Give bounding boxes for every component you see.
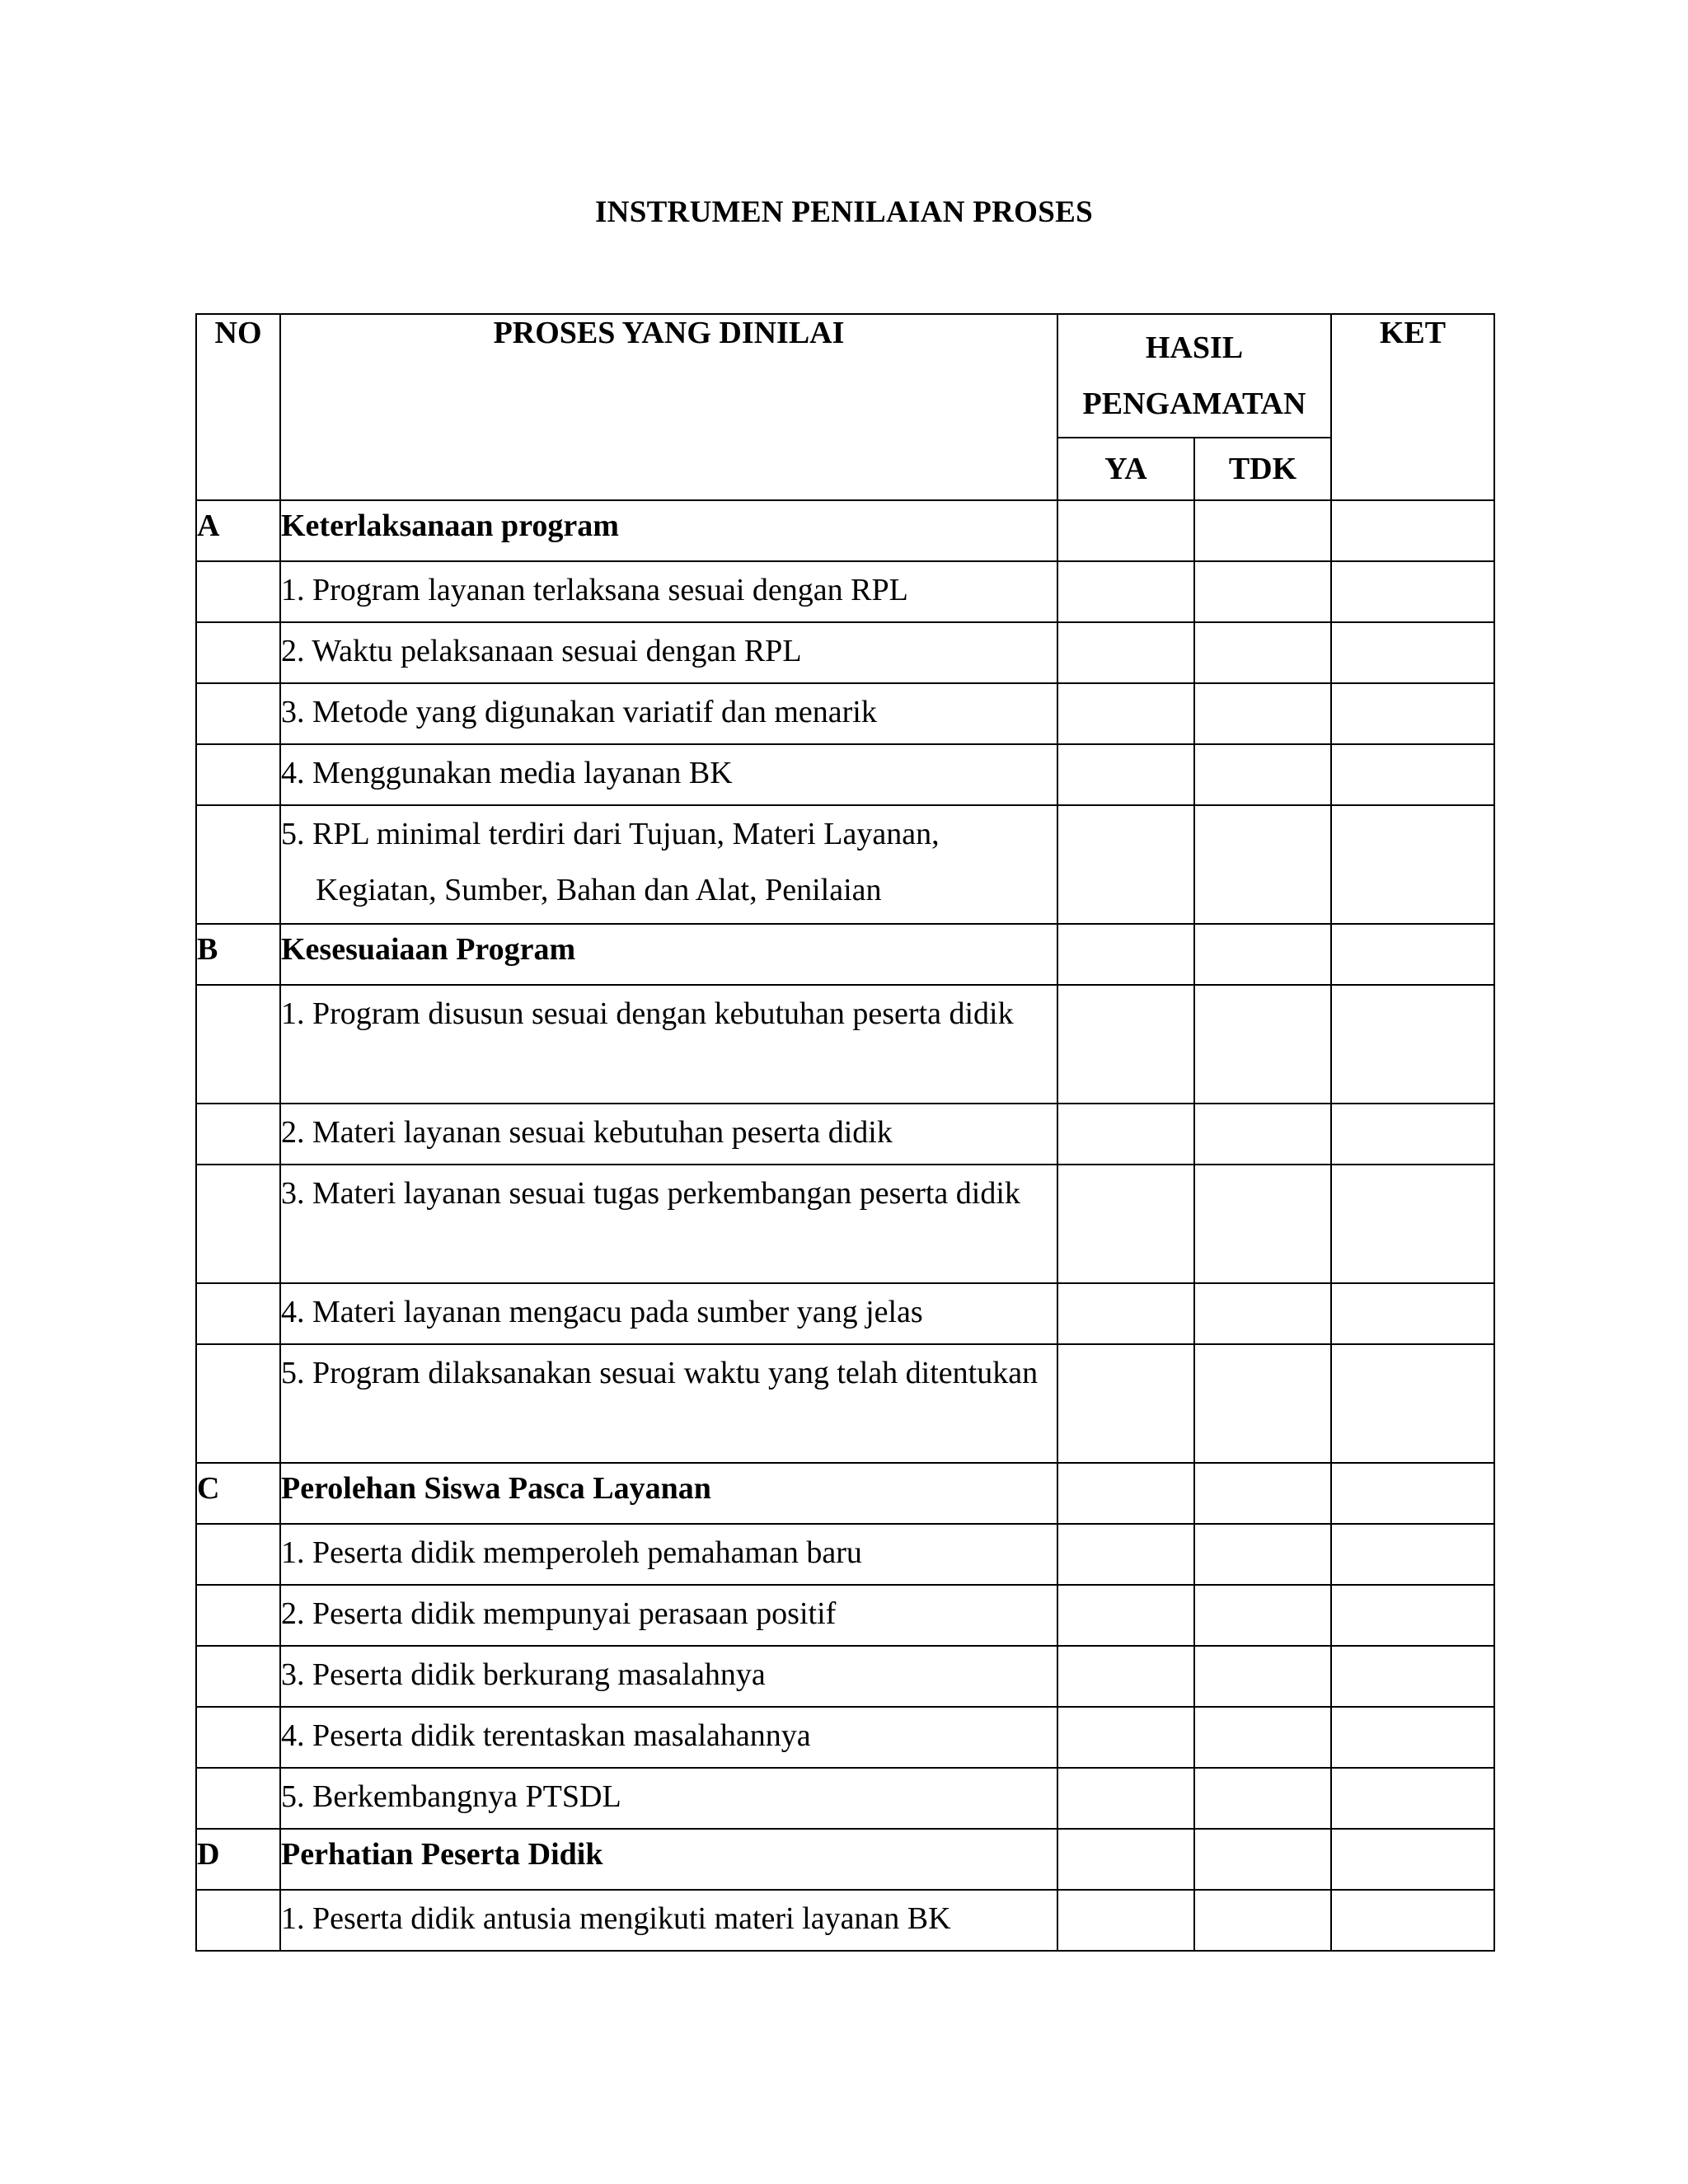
item-text: 5. RPL minimal terdiri dari Tujuan, Materi Layanan, Kegiatan, Sumber, Bahan dan Alat, Penilaian [280, 805, 1057, 924]
ket-cell[interactable] [1331, 1585, 1494, 1646]
item-text: 1. Program disusun sesuai dengan kebutuhan peserta didik [280, 985, 1057, 1104]
item-text: 1. Peserta didik memperoleh pemahaman baru [280, 1524, 1057, 1585]
ya-cell[interactable] [1057, 1165, 1194, 1283]
ya-cell[interactable] [1057, 744, 1194, 805]
ket-cell[interactable] [1331, 1890, 1494, 1951]
item-text: 2. Waktu pelaksanaan sesuai dengan RPL [280, 622, 1057, 683]
section-letter: C [196, 1463, 280, 1524]
ya-cell[interactable] [1057, 561, 1194, 622]
item-text: 3. Materi layanan sesuai tugas perkembangan peserta didik [280, 1165, 1057, 1283]
item-no-cell [196, 1768, 280, 1829]
ket-cell[interactable] [1331, 744, 1494, 805]
header-proses: PROSES YANG DINILAI [280, 314, 1057, 500]
ya-cell[interactable] [1057, 1585, 1194, 1646]
tdk-cell[interactable] [1194, 1768, 1331, 1829]
tdk-cell[interactable] [1194, 1646, 1331, 1707]
item-text: 1. Peserta didik antusia mengikuti materi layanan BK [280, 1890, 1057, 1951]
item-no-cell [196, 1104, 280, 1165]
item-row [196, 1104, 1494, 1165]
ket-cell[interactable] [1331, 622, 1494, 683]
ket-cell[interactable] [1331, 1104, 1494, 1165]
item-row [196, 1585, 1494, 1646]
ket-cell[interactable] [1331, 1829, 1494, 1890]
section-title: Perolehan Siswa Pasca Layanan [280, 1463, 1057, 1524]
section-letter: A [196, 500, 280, 561]
item-no-cell [196, 805, 280, 924]
item-text: 4. Peserta didik terentaskan masalahannya [280, 1707, 1057, 1768]
section-title: Perhatian Peserta Didik [280, 1829, 1057, 1890]
item-no-cell [196, 1344, 280, 1463]
tdk-cell[interactable] [1194, 1463, 1331, 1524]
tdk-cell[interactable] [1194, 1585, 1331, 1646]
ya-cell[interactable] [1057, 1283, 1194, 1344]
ya-cell[interactable] [1057, 1707, 1194, 1768]
ket-cell[interactable] [1331, 1344, 1494, 1463]
ket-cell[interactable] [1331, 985, 1494, 1104]
header-ket: KET [1331, 314, 1494, 500]
header-no: NO [196, 314, 280, 500]
section-row [196, 1463, 1494, 1524]
ket-cell[interactable] [1331, 1283, 1494, 1344]
item-row [196, 1768, 1494, 1829]
item-text: 3. Peserta didik berkurang masalahnya [280, 1646, 1057, 1707]
tdk-cell[interactable] [1194, 1344, 1331, 1463]
item-row [196, 622, 1494, 683]
item-no-cell [196, 1890, 280, 1951]
tdk-cell[interactable] [1194, 744, 1331, 805]
item-no-cell [196, 744, 280, 805]
section-row [196, 924, 1494, 985]
document-title: INSTRUMEN PENILAIAN PROSES [594, 195, 1093, 229]
item-row [196, 1524, 1494, 1585]
section-letter: D [196, 1829, 280, 1890]
ya-cell[interactable] [1057, 1104, 1194, 1165]
item-text: 2. Materi layanan sesuai kebutuhan peserta didik [280, 1104, 1057, 1165]
item-no-cell [196, 1165, 280, 1283]
tdk-cell[interactable] [1194, 683, 1331, 744]
item-row [196, 744, 1494, 805]
ya-cell[interactable] [1057, 622, 1194, 683]
ket-cell[interactable] [1331, 805, 1494, 924]
tdk-cell[interactable] [1194, 805, 1331, 924]
item-no-cell [196, 1646, 280, 1707]
item-no-cell [196, 1585, 280, 1646]
tdk-cell[interactable] [1194, 1707, 1331, 1768]
tdk-cell[interactable] [1194, 1524, 1331, 1585]
section-row [196, 500, 1494, 561]
item-row [196, 1283, 1494, 1344]
section-letter: B [196, 924, 280, 985]
item-row [196, 683, 1494, 744]
item-row [196, 561, 1494, 622]
item-row [196, 805, 1494, 924]
item-text: 5. Program dilaksanakan sesuai waktu yang telah ditentukan [280, 1344, 1057, 1463]
ya-cell[interactable] [1057, 1344, 1194, 1463]
item-no-cell [196, 985, 280, 1104]
item-no-cell [196, 683, 280, 744]
section-title: Kesesuaiaan Program [280, 924, 1057, 985]
item-no-cell [196, 1524, 280, 1585]
ket-cell[interactable] [1331, 1524, 1494, 1585]
tdk-cell[interactable] [1194, 1829, 1331, 1890]
ya-cell[interactable] [1057, 924, 1194, 985]
item-text: 4. Materi layanan mengacu pada sumber yang jelas [280, 1283, 1057, 1344]
ket-cell[interactable] [1331, 1646, 1494, 1707]
ket-cell[interactable] [1331, 683, 1494, 744]
item-no-cell [196, 622, 280, 683]
header-hasil-line1: HASIL [1145, 330, 1244, 365]
item-no-cell [196, 1707, 280, 1768]
ya-cell[interactable] [1057, 985, 1194, 1104]
tdk-cell[interactable] [1194, 1890, 1331, 1951]
ket-cell[interactable] [1331, 561, 1494, 622]
tdk-cell[interactable] [1194, 500, 1331, 561]
ya-cell[interactable] [1057, 1463, 1194, 1524]
ket-cell[interactable] [1331, 500, 1494, 561]
section-title: Keterlaksanaan program [280, 500, 1057, 561]
item-text: 4. Menggunakan media layanan BK [280, 744, 1057, 805]
item-text: 3. Metode yang digunakan variatif dan menarik [280, 683, 1057, 744]
ket-cell[interactable] [1331, 1165, 1494, 1283]
item-text: 1. Program layanan terlaksana sesuai dengan RPL [280, 561, 1057, 622]
ya-cell[interactable] [1057, 805, 1194, 924]
header-hasil-line2: PENGAMATAN [1082, 387, 1306, 421]
item-text: 2. Peserta didik mempunyai perasaan positif [280, 1585, 1057, 1646]
header-hasil [1057, 314, 1331, 438]
tdk-cell[interactable] [1194, 1283, 1331, 1344]
assessment-table [195, 313, 1495, 1952]
tdk-cell[interactable] [1194, 561, 1331, 622]
item-row [196, 1344, 1494, 1463]
ket-cell[interactable] [1331, 924, 1494, 985]
item-row [196, 1707, 1494, 1768]
ya-cell[interactable] [1057, 1890, 1194, 1951]
header-ya: YA [1057, 438, 1194, 500]
section-row [196, 1829, 1494, 1890]
ya-cell[interactable] [1057, 1768, 1194, 1829]
tdk-cell[interactable] [1194, 924, 1331, 985]
ket-cell[interactable] [1331, 1707, 1494, 1768]
ket-cell[interactable] [1331, 1463, 1494, 1524]
header-tdk: TDK [1194, 438, 1331, 500]
ya-cell[interactable] [1057, 500, 1194, 561]
ket-cell[interactable] [1331, 1768, 1494, 1829]
item-row [196, 1646, 1494, 1707]
tdk-cell[interactable] [1194, 985, 1331, 1104]
item-no-cell [196, 561, 280, 622]
ya-cell[interactable] [1057, 1829, 1194, 1890]
item-row [196, 1890, 1494, 1951]
item-row [196, 985, 1494, 1104]
ya-cell[interactable] [1057, 683, 1194, 744]
tdk-cell[interactable] [1194, 622, 1331, 683]
item-row [196, 1165, 1494, 1283]
ya-cell[interactable] [1057, 1646, 1194, 1707]
tdk-cell[interactable] [1194, 1165, 1331, 1283]
ya-cell[interactable] [1057, 1524, 1194, 1585]
item-text: 5. Berkembangnya PTSDL [280, 1768, 1057, 1829]
item-no-cell [196, 1283, 280, 1344]
tdk-cell[interactable] [1194, 1104, 1331, 1165]
